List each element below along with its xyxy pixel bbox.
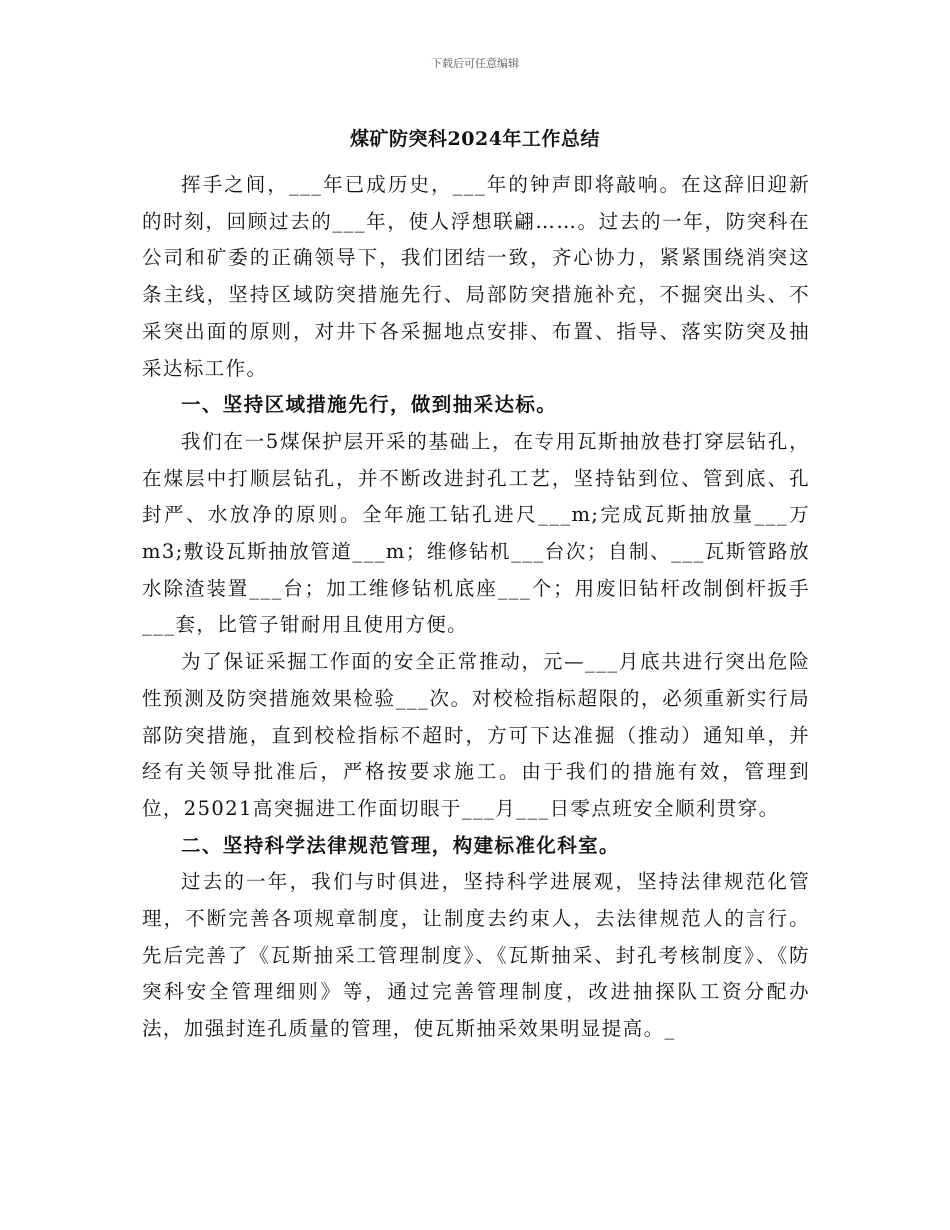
section-1-heading: 一、坚持区域措施先行，做到抽采达标。 xyxy=(181,393,558,417)
document-body xyxy=(142,167,810,1048)
page-header-note: 下载后可任意编辑 xyxy=(431,57,519,70)
section-2-heading: 二、坚持科学法律规范管理，构建标准化科室。 xyxy=(181,833,620,857)
intro-paragraph: 挥手之间，___年已成历史，___年的钟声即将敲响。在这辞旧迎新的时刻，回顾过去的___年，使人浮想联翩……。过去的一年，防突科在公司和矿委的正确领导下，我们团结一致，齐心协力，紧紧围绕消突这条主线，坚持区域防突措施先行、局部防突措施补充，不掘突出头、不采突出面的原则，对井下各采掘地点安排、布置、指导、落实防突及抽采达标工作。 xyxy=(142,173,810,380)
document-title: 煤矿防突科2024年工作总结 xyxy=(350,128,600,150)
section-2-paragraph-1: 过去的一年，我们与时俱进，坚持科学进展观，坚持法律规范化管理，不断完善各项规章制度，让制度去约束人，去法律规范人的言行。先后完善了《瓦斯抽采工管理制度》、《瓦斯抽采、封孔考核制度》、《防突科安全管理细则》等，通过完善管理制度，改进抽探队工资分配办法，加强封连孔质量的管理，使瓦斯抽采效果明显提高。_ xyxy=(142,870,810,1041)
section-1-paragraph-2: 为了保证采掘工作面的安全正常推动，元—___月底共进行突出危险性预测及防突措施效果检验___次。对校检指标超限的，必须重新实行局部防突措施，直到校检指标不超时，方可下达准掘（推动）通知单，并经有关领导批准后，严格按要求施工。由于我们的措施有效，管理到位，25021高突掘进工作面切眼于___月___日零点班安全顺利贯穿。 xyxy=(142,650,810,820)
section-1-paragraph-1: 我们在一5煤保护层开采的基础上，在专用瓦斯抽放巷打穿层钻孔，在煤层中打顺层钻孔，并不断改进封孔工艺，坚持钻到位、管到底、孔封严、水放净的原则。全年施工钻孔进尺___m;完成瓦斯抽放量___万m3;敷设瓦斯抽放管道___m；维修钻机___台次；自制、___瓦斯管路放水除渣装置___台；加工维修钻机底座___个；用废旧钻杆改制倒杆扳手___套，比管子钳耐用且使用方便。 xyxy=(142,429,810,637)
